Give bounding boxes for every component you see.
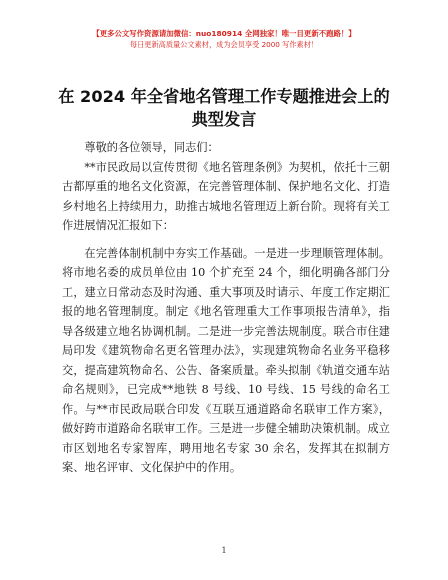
promo-banner-line-2: 每日更新高质量公文素材，成为会员享受 2000 写作素材！	[129, 40, 319, 49]
promo-banner	[0, 28, 448, 50]
page-number: 1	[221, 546, 227, 555]
promo-banner-line-1: 【更多公文写作资源请加微信：nuo180914 全网独家！唯一目更新不跑路！】	[92, 29, 356, 38]
document-title: 在 2024 年全省地名管理工作专题推进会上的典型发言	[58, 87, 390, 129]
salutation: 尊敬的各位领导，同志们：	[84, 141, 219, 154]
body-paragraph-2: 在完善体制机制中夯实工作基础。一是进一步理顺管理体制。将市地名委的成员单位由 10 个扩充至 24 个，细化明确各部门分工，建立日常动态及时沟通、重大事项及时请示、年度工作定期汇报的地名管理制度。制定《地名管理重大工作事项报告清单》，指导各级建立地名协调机制。二是进一步完善法规制度。联合市住建局印发《建筑物命名更名管理办法》，实现建筑物命名业务平稳移交，提高建筑物命名、公告、备案质量。牵头拟制《轨道交通车站命名规则》，已完成**地铁 8 号线、10 号线、15 号线的命名工作。与**市民政局联合印发《互联互通道路命名联审工作方案》，做好跨市道路命名联审工作。三是进一步健全辅助决策机制。成立市区划地名专家智库，聘用地名专家 30 余名，发挥其在拟制方案、地名评审、文化保护中的作用。	[62, 246, 390, 474]
document-body	[62, 138, 390, 478]
body-paragraph-1: **市民政局以宣传贯彻《地名管理条例》为契机，依托十三朝古都厚重的地名文化资源，在完善管理体制、保护地名文化、打造乡村地名上持续用力，助推古城地名管理迈上新台阶。现将有关工作进展情况汇报如下：	[62, 160, 390, 232]
